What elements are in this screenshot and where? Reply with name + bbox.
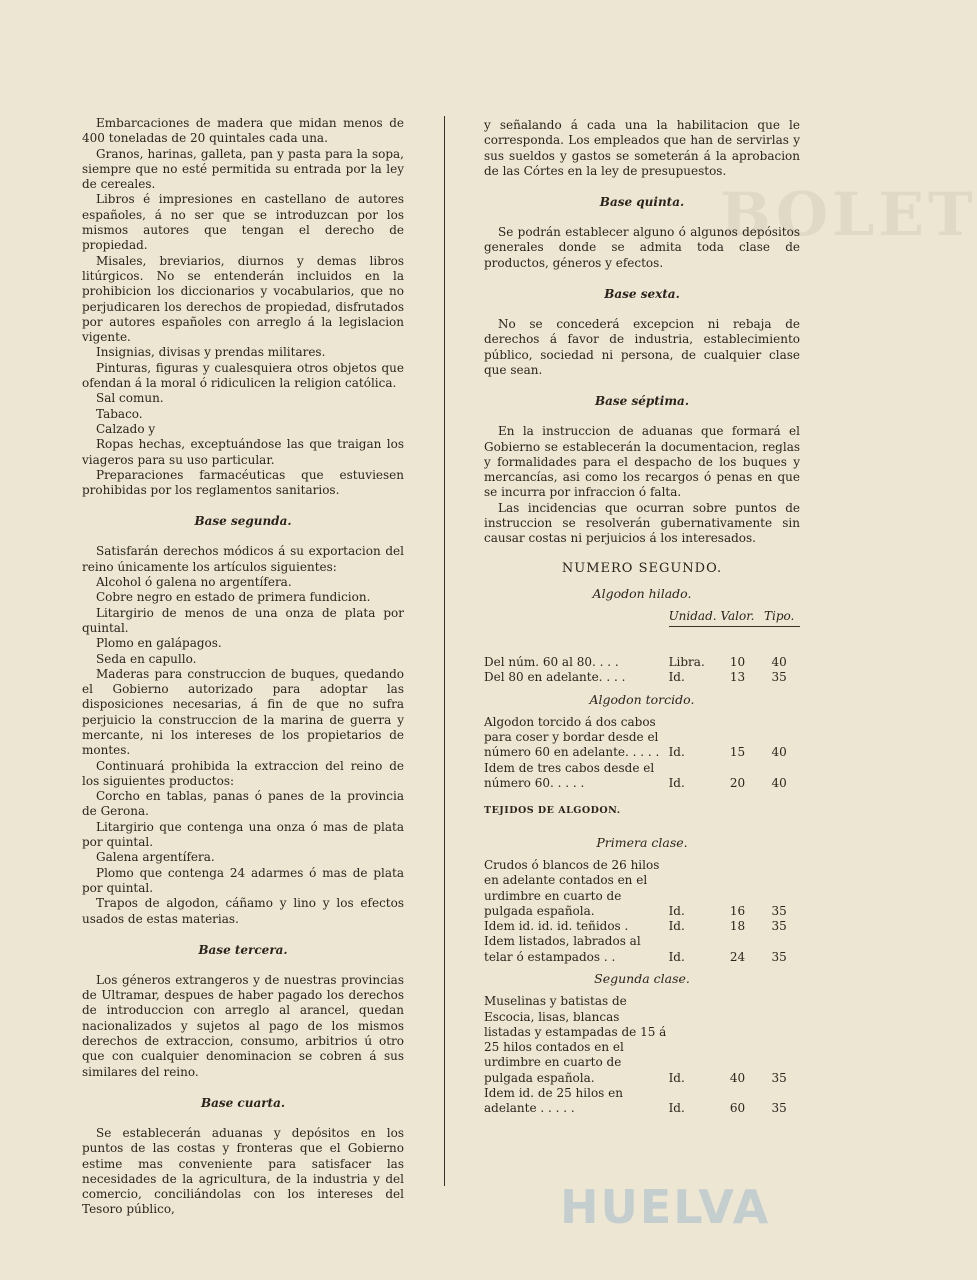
- paragraph: Calzado y: [96, 421, 156, 436]
- paragraph: Se podrán establecer alguno ó algunos depósitos generales donde se admita toda clase de productos, géneros y efectos.: [484, 225, 800, 270]
- category-heading: TEJIDOS DE ALGODON.: [484, 805, 621, 817]
- paragraph: Los géneros extrangeros y de nuestras provincias de Ultramar, despues de haber pagado los derechos de introduccion con arreglo al arancel, quedan nacionalizados y sujetos al pago de los mismos derechos de extraccion, consumo, arbitrios ú otro que con cualquier denominacion se cobren á sus similares del reino.: [82, 972, 404, 1079]
- paragraph: Cobre negro en estado de primera fundicion.: [96, 590, 371, 605]
- paragraph: Corcho en tablas, panas ó panes de la provincia de Gerona.: [82, 789, 404, 819]
- tariff-title: NUMERO SEGUNDO.: [561, 560, 723, 576]
- left-column: [82, 116, 404, 1218]
- paragraph: Satisfarán derechos módicos á su exportacion del reino únicamente los artículos siguientes:: [82, 544, 404, 574]
- paragraph: No se concederá excepcion ni rebaja de derechos á favor de industria, establecimiento público, sociedad ni persona, de cualquier clase que sean.: [484, 317, 800, 377]
- paragraph: Pinturas, figuras y cualesquiera otros objetos que ofendan á la moral ó ridiculicen la religion católica.: [82, 360, 404, 391]
- table-row: Del 80 en adelante. . . . Id. 13 35: [484, 670, 787, 685]
- section-heading: Base segunda.: [194, 514, 292, 529]
- paragraph: Misales, breviarios, diurnos y demas libros litúrgicos. No se entenderán incluidos en la prohibicion los diccionarios y vocabularios, que no perjudicaren los derechos de propiedad, disfrutados por autores españoles con arreglo á la legislacion vigente.: [82, 253, 404, 345]
- paragraph: Se establecerán aduanas y depósitos en los puntos de las costas y fronteras que el Gobierno estime mas conveniente para satisfacer las necesidades de la agricultura, de la industria y del comercio, conciliándolas con los intereses del Tesoro público,: [82, 1125, 404, 1217]
- subsection-heading: Algodon hilado.: [592, 585, 692, 601]
- section-heading: Base quinta.: [599, 195, 685, 210]
- subsection-heading: Primera clase.: [596, 834, 688, 850]
- table-row: Algodon torcido á dos cabos para coser y bordar desde el número 60 en adelante. . . . . Id. 15 40: [484, 714, 787, 760]
- paragraph: Alcohol ó galena no argentífera.: [96, 575, 292, 590]
- table-row: Crudos ó blancos de 26 hilos en adelante contados en el urdimbre en cuarto de pulgada española. Id. 16 35: [484, 857, 787, 918]
- header-tipo: Tipo.: [758, 609, 800, 627]
- paragraph: Insignias, divisas y prendas militares.: [96, 345, 326, 360]
- paragraph: Seda en capullo.: [96, 651, 197, 666]
- paragraph: Trapos de algodon, cáñamo y lino y los efectos usados de estas materias.: [82, 896, 404, 926]
- right-column: [484, 118, 800, 1117]
- table-row: Muselinas y batistas de Escocia, lisas, blancas listadas y estampadas de 15 á 25 hilos contados en el urdimbre en cuarto de pulgada española. Id. 40 35: [484, 994, 787, 1085]
- paragraph: Ropas hechas, exceptuándose las que traigan los viageros para su uso particular.: [82, 437, 404, 467]
- paragraph: Embarcaciones de madera que midan menos de 400 toneladas de 20 quintales cada una.: [82, 116, 404, 146]
- header-valor: Valor.: [717, 609, 759, 627]
- paragraph: Preparaciones farmacéuticas que estuviesen prohibidas por los reglamentos sanitarios.: [82, 467, 404, 498]
- table-row: Idem listados, labrados al telar ó estampados . . Id. 24 35: [484, 934, 787, 964]
- table-row: Idem id. id. id. teñidos . Id. 18 35: [484, 919, 787, 934]
- section-heading: Base cuarta.: [200, 1095, 286, 1110]
- paragraph: Plomo en galápagos.: [96, 636, 222, 651]
- table-row: Idem de tres cabos desde el número 60. . . . . Id. 20 40: [484, 760, 787, 791]
- paragraph: En la instruccion de aduanas que formará el Gobierno se establecerán la documentacion, reglas y formalidades para el despacho de los buques y mercancías, asi como los recargos ó penas en que se incurra por infraccion ó falta.: [484, 424, 800, 500]
- section-heading: Base séptima.: [594, 394, 690, 409]
- paragraph: Litargirio que contenga una onza ó mas de plata por quintal.: [82, 819, 404, 850]
- table-row: Del núm. 60 al 80. . . . Libra. 10 40: [484, 654, 787, 669]
- bleed-through: BOLET: [720, 180, 977, 250]
- paragraph: Plomo que contenga 24 adarmes ó mas de plata por quintal.: [82, 865, 404, 895]
- paragraph: Las incidencias que ocurran sobre puntos de instruccion se resolverán gubernativamente sin causar costas ni perjuicios á los interesados.: [484, 500, 800, 546]
- section-heading: Base tercera.: [198, 942, 288, 957]
- paragraph: Libros é impresiones en castellano de autores españoles, á no ser que se introduzcan por los mismos autores que tengan el derecho de propiedad.: [82, 192, 404, 253]
- paragraph: Sal comun.: [96, 391, 164, 406]
- paragraph: Granos, harinas, galleta, pan y pasta para la sopa, siempre que no esté permitida su entrada por la ley de cereales.: [82, 146, 404, 192]
- table-row: Idem id. de 25 hilos en adelante . . . . . Id. 60 35: [484, 1086, 787, 1116]
- column-divider: [444, 116, 445, 1186]
- table-header-row: [484, 609, 800, 627]
- header-unidad: Unidad.: [669, 609, 717, 627]
- archive-watermark: HUELVA: [560, 1180, 771, 1234]
- paragraph: Litargirio de menos de una onza de plata por quintal.: [82, 605, 404, 635]
- tariff-table: [484, 609, 800, 1117]
- paragraph: Galena argentífera.: [96, 850, 215, 865]
- paragraph: Maderas para construccion de buques, quedando el Gobierno autorizado para adoptar las disposiciones necesarias, á fin de que no sufra perjuicio la construccion de la marina de guerra y mercante, ni los intereses de los propietarios de montes.: [82, 666, 404, 758]
- section-heading: Base sexta.: [604, 287, 680, 302]
- subsection-heading: Segunda clase.: [594, 970, 690, 986]
- subsection-heading: Algodon torcido.: [589, 691, 695, 707]
- paragraph: y señalando á cada una la habilitacion que le corresponda. Los empleados que han de servirlas y sus sueldos y gastos se someterán á la aprobacion de las Córtes en la ley de presupuestos.: [484, 118, 800, 178]
- paragraph: Continuará prohibida la extraccion del reino de los siguientes productos:: [82, 758, 404, 788]
- paragraph: Tabaco.: [96, 406, 143, 421]
